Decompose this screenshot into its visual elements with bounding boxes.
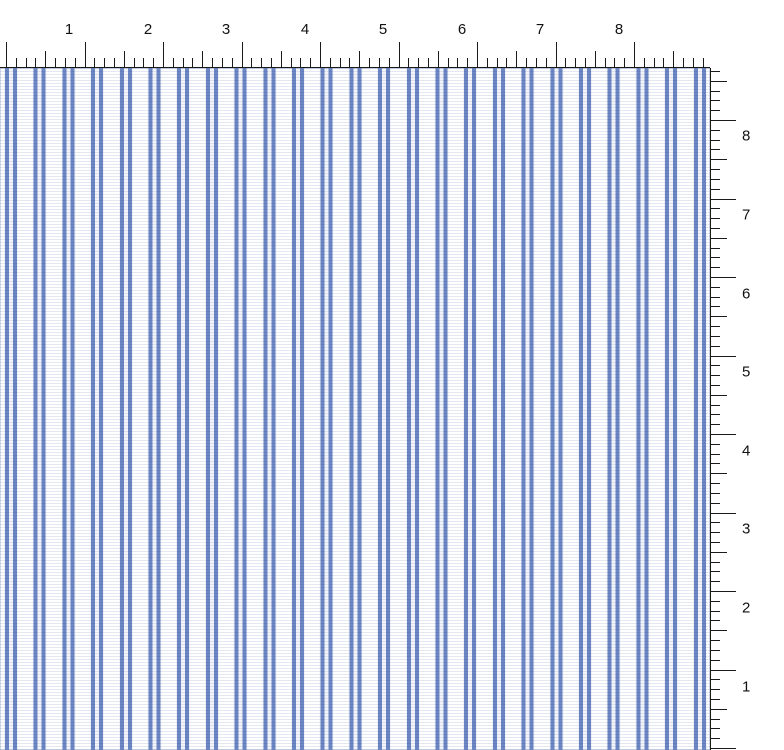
horizontal-ruler-tick xyxy=(143,58,144,68)
horizontal-ruler-tick xyxy=(457,58,458,68)
vertical-ruler-tick xyxy=(710,297,720,298)
vertical-ruler-tick xyxy=(710,611,720,612)
vertical-ruler-tick xyxy=(710,728,720,729)
horizontal-ruler-tick xyxy=(634,42,635,68)
horizontal-ruler-baseline xyxy=(0,67,710,68)
horizontal-ruler-tick xyxy=(614,58,615,68)
vertical-ruler-label: 8 xyxy=(742,127,751,145)
vertical-ruler-tick xyxy=(710,248,720,249)
horizontal-ruler-tick xyxy=(399,42,400,68)
vertical-ruler-tick xyxy=(710,522,720,523)
vertical-ruler-label: 7 xyxy=(742,206,751,224)
horizontal-ruler-tick xyxy=(192,58,193,68)
vertical-ruler-tick xyxy=(710,473,727,474)
horizontal-ruler-tick xyxy=(595,51,596,68)
horizontal-ruler-tick xyxy=(379,58,380,68)
horizontal-ruler-tick xyxy=(438,51,439,68)
horizontal-ruler-tick xyxy=(114,58,115,68)
horizontal-ruler-tick xyxy=(55,58,56,68)
horizontal-ruler-tick xyxy=(506,58,507,68)
horizontal-ruler-tick xyxy=(369,58,370,68)
vertical-ruler-tick xyxy=(710,228,720,229)
horizontal-ruler-tick xyxy=(281,51,282,68)
horizontal-ruler-tick xyxy=(546,58,547,68)
vertical-ruler-tick xyxy=(710,650,720,651)
horizontal-ruler-tick xyxy=(565,58,566,68)
horizontal-ruler-tick xyxy=(124,51,125,68)
vertical-ruler-tick xyxy=(710,395,727,396)
horizontal-ruler-tick xyxy=(300,58,301,68)
vertical-ruler-tick xyxy=(710,306,720,307)
vertical-ruler-tick xyxy=(710,591,736,592)
vertical-ruler-tick xyxy=(710,738,720,739)
horizontal-ruler-tick xyxy=(663,58,664,68)
horizontal-ruler-tick xyxy=(183,58,184,68)
vertical-ruler-tick xyxy=(710,414,720,415)
vertical-ruler-label: 4 xyxy=(742,442,751,460)
horizontal-ruler-tick xyxy=(271,58,272,68)
vertical-ruler-tick xyxy=(710,581,720,582)
horizontal-ruler-tick xyxy=(654,58,655,68)
vertical-ruler-tick xyxy=(710,130,720,131)
vertical-ruler-tick xyxy=(710,385,720,386)
horizontal-ruler-label: 6 xyxy=(457,21,467,38)
horizontal-ruler-tick xyxy=(556,42,557,68)
horizontal-ruler-tick xyxy=(104,58,105,68)
horizontal-ruler-tick xyxy=(310,58,311,68)
vertical-ruler-tick xyxy=(710,709,727,710)
horizontal-ruler-tick xyxy=(6,42,7,68)
horizontal-ruler-tick xyxy=(418,58,419,68)
horizontal-ruler-tick xyxy=(359,51,360,68)
vertical-ruler-tick xyxy=(710,444,720,445)
vertical-ruler-tick xyxy=(710,336,720,337)
vertical-ruler-label: 2 xyxy=(742,599,751,617)
vertical-ruler-tick xyxy=(710,532,720,533)
vertical-ruler-tick xyxy=(710,375,720,376)
horizontal-ruler-tick xyxy=(497,58,498,68)
horizontal-ruler-tick xyxy=(340,58,341,68)
horizontal-ruler-tick xyxy=(134,58,135,68)
vertical-ruler-label: 6 xyxy=(742,285,751,303)
horizontal-ruler-tick xyxy=(624,58,625,68)
horizontal-ruler-tick xyxy=(16,58,17,68)
vertical-ruler-tick xyxy=(710,679,720,680)
horizontal-ruler-tick xyxy=(232,58,233,68)
vertical-ruler-tick xyxy=(710,562,720,563)
horizontal-ruler-tick xyxy=(65,58,66,68)
horizontal-ruler-tick xyxy=(251,58,252,68)
horizontal-ruler-tick xyxy=(261,58,262,68)
horizontal-ruler-label: 1 xyxy=(64,21,74,38)
vertical-ruler-tick xyxy=(710,552,727,553)
horizontal-ruler-tick xyxy=(487,58,488,68)
vertical-ruler-tick xyxy=(710,208,720,209)
vertical-ruler-tick xyxy=(710,405,720,406)
horizontal-ruler-tick xyxy=(605,58,606,68)
vertical-ruler-label: 5 xyxy=(742,363,751,381)
horizontal-ruler-tick xyxy=(153,58,154,68)
striped-fabric-swatch xyxy=(0,68,710,750)
horizontal-ruler-tick xyxy=(349,58,350,68)
vertical-ruler-tick xyxy=(710,571,720,572)
horizontal-ruler-label: 5 xyxy=(378,21,388,38)
vertical-ruler-tick xyxy=(710,199,736,200)
horizontal-ruler-tick xyxy=(222,58,223,68)
vertical-ruler-tick xyxy=(710,365,720,366)
ruler-corner-block xyxy=(710,0,784,68)
vertical-ruler-tick xyxy=(710,689,720,690)
vertical-ruler-tick xyxy=(710,120,736,121)
vertical-ruler-tick xyxy=(710,110,720,111)
horizontal-ruler-label: 4 xyxy=(300,21,310,38)
vertical-ruler-tick xyxy=(710,699,720,700)
vertical-ruler-tick xyxy=(710,542,720,543)
horizontal-ruler-tick xyxy=(408,58,409,68)
vertical-ruler-tick xyxy=(710,277,736,278)
vertical-ruler-tick xyxy=(710,454,720,455)
vertical-ruler-tick xyxy=(710,71,720,72)
horizontal-ruler-tick xyxy=(693,58,694,68)
horizontal-ruler-tick xyxy=(202,51,203,68)
vertical-ruler-tick xyxy=(710,218,720,219)
horizontal-ruler-tick xyxy=(330,58,331,68)
vertical-ruler-tick xyxy=(710,463,720,464)
horizontal-ruler-tick xyxy=(683,58,684,68)
vertical-ruler-tick xyxy=(710,267,720,268)
vertical-ruler-tick xyxy=(710,640,720,641)
horizontal-ruler-tick xyxy=(35,58,36,68)
vertical-ruler-tick xyxy=(710,660,720,661)
vertical-ruler-tick xyxy=(710,434,736,435)
horizontal-ruler-tick xyxy=(428,58,429,68)
vertical-ruler-tick xyxy=(710,493,720,494)
swatch-edge-left xyxy=(0,68,1,750)
horizontal-ruler-tick xyxy=(673,51,674,68)
swatch-edge-top xyxy=(0,68,710,69)
horizontal-ruler xyxy=(0,0,710,68)
vertical-ruler-tick xyxy=(710,356,736,357)
horizontal-ruler-tick xyxy=(212,58,213,68)
horizontal-ruler-tick xyxy=(448,58,449,68)
horizontal-ruler-tick xyxy=(75,58,76,68)
horizontal-ruler-tick xyxy=(320,42,321,68)
horizontal-ruler-tick xyxy=(389,58,390,68)
horizontal-ruler-tick xyxy=(703,58,704,68)
vertical-ruler-tick xyxy=(710,100,720,101)
horizontal-ruler-tick xyxy=(526,58,527,68)
vertical-ruler-label: 1 xyxy=(742,678,751,696)
vertical-ruler-tick xyxy=(710,748,736,749)
horizontal-ruler-tick xyxy=(291,58,292,68)
vertical-ruler-tick xyxy=(710,326,720,327)
vertical-ruler-tick xyxy=(710,424,720,425)
vertical-ruler-tick xyxy=(710,140,720,141)
horizontal-ruler-tick xyxy=(575,58,576,68)
vertical-ruler-tick xyxy=(710,483,720,484)
horizontal-ruler-label: 7 xyxy=(535,21,545,38)
horizontal-ruler-tick xyxy=(516,51,517,68)
vertical-ruler-tick xyxy=(710,257,720,258)
vertical-ruler-tick xyxy=(710,601,720,602)
horizontal-ruler-label: 3 xyxy=(221,21,231,38)
vertical-ruler-tick xyxy=(710,670,736,671)
vertical-ruler-tick xyxy=(710,238,727,239)
vertical-ruler-tick xyxy=(710,81,727,82)
vertical-ruler-label: 3 xyxy=(742,520,751,538)
horizontal-ruler-tick xyxy=(173,58,174,68)
horizontal-ruler-tick xyxy=(26,58,27,68)
vertical-ruler-tick xyxy=(710,149,720,150)
vertical-ruler-tick xyxy=(710,513,736,514)
horizontal-ruler-tick xyxy=(585,58,586,68)
vertical-ruler xyxy=(710,68,784,750)
vertical-ruler-tick xyxy=(710,287,720,288)
horizontal-ruler-tick xyxy=(467,58,468,68)
vertical-ruler-tick xyxy=(710,316,727,317)
horizontal-ruler-tick xyxy=(644,58,645,68)
horizontal-ruler-tick xyxy=(45,51,46,68)
vertical-ruler-tick xyxy=(710,719,720,720)
vertical-ruler-tick xyxy=(710,159,727,160)
horizontal-ruler-label: 2 xyxy=(143,21,153,38)
vertical-ruler-tick xyxy=(710,189,720,190)
vertical-ruler-tick xyxy=(710,179,720,180)
vertical-ruler-tick xyxy=(710,503,720,504)
horizontal-ruler-tick xyxy=(477,42,478,68)
horizontal-ruler-tick xyxy=(536,58,537,68)
horizontal-ruler-tick xyxy=(163,42,164,68)
vertical-ruler-tick xyxy=(710,169,720,170)
vertical-ruler-tick xyxy=(710,346,720,347)
horizontal-ruler-tick xyxy=(94,58,95,68)
horizontal-ruler-tick xyxy=(85,42,86,68)
vertical-ruler-tick xyxy=(710,91,720,92)
vertical-ruler-baseline xyxy=(710,68,711,750)
horizontal-ruler-label: 8 xyxy=(614,21,624,38)
vertical-ruler-tick xyxy=(710,620,720,621)
vertical-ruler-tick xyxy=(710,630,727,631)
horizontal-ruler-tick xyxy=(242,42,243,68)
